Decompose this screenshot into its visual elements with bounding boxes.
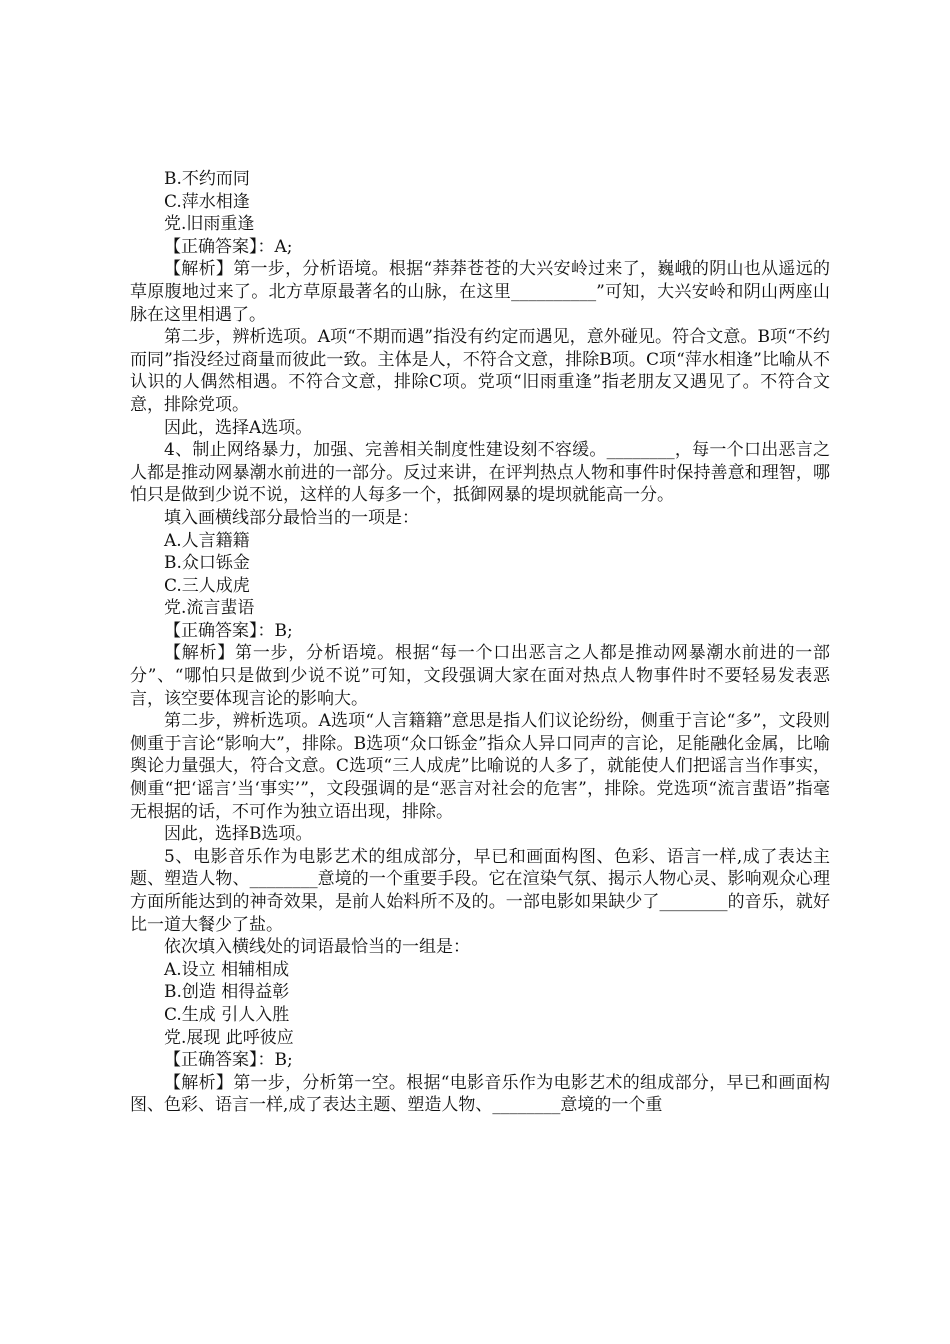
answer-option: B.众口铄金 [164,553,250,574]
answer-option: C.萍水相逢 [164,191,250,212]
paragraph: 第二步，辨析选项。A项“不期而遇”指没有约定而遇见，意外碰见。符合文意。B项“不约而同”指没经过商量而彼此一致。主体是人，不符合文意，排除B项。C项“萍水相逢”比喻从不认识的人偶然相遇。不符合文意，排除C项。党项“旧雨重逢”指老朋友又遇见了。不符合文意，排除党项。 [130,327,830,415]
correct-answer: 【正确答案】：B; [164,1050,293,1071]
paragraph: 5、电影音乐作为电影艺术的组成部分，早已和画面构图、色彩、语言一样,成了表达主题、塑造人物、________意境的一个重要手段。它在渲染气氛、揭示人物心灵、影响观众心理方面所能达到的神奇效果，是前人始料所不及的。一部电影如果缺少了________的音乐，就好比一道大餐少了盐。 [130,846,830,935]
answer-option: A.人言籍籍 [164,530,250,551]
paragraph: 因此，选择A选项。 [164,417,313,438]
paragraph: 因此，选择B选项。 [164,824,313,845]
correct-answer: 【正确答案】：B; [164,620,293,641]
answer-option: B.创造 相得益彰 [164,982,290,1003]
paragraph: 【解析】第一步，分析语境。根据“每一个口出恶言之人都是推动网暴潮水前进的一部分”、“哪怕只是做到少说不说”可知，文段强调大家在面对热点人物事件时不要轻易发表恶言，该空要体现言论的影响大。 [130,643,830,709]
answer-option: B.不约而同 [164,169,250,189]
correct-answer: 【正确答案】：A; [164,236,293,257]
paragraph: 【解析】第一步，分析第一空。根据“电影音乐作为电影艺术的组成部分，早已和画面构图、色彩、语言一样,成了表达主题、塑造人物、________意境的一个重 [130,1072,830,1116]
answer-option: 党.旧雨重逢 [164,214,255,235]
paragraph: 第二步，辨析选项。A选项“人言籍籍”意思是指人们议论纷纷，侧重于言论“多”，文段则侧重于言论“影响大”，排除。B选项“众口铄金”指众人异口同声的言论，足能融化金属，比喻舆论力量强大，符合文意。C选项“三人成虎”比喻说的人多了，就能使人们把谣言当作事实，侧重“把‘谣言’当‘事实’”，文段强调的是“恶言对社会的危害”，排除。党选项“流言蜚语”指毫无根据的话，不可作为独立语出现，排除。 [130,711,830,822]
answer-option: 党.展现 此呼彼应 [164,1027,294,1048]
answer-option: C.三人成虎 [164,575,250,596]
answer-option: A.设立 相辅相成 [164,959,290,980]
paragraph: 4、制止网络暴力，加强、完善相关制度性建设刻不容缓。________，每一个口出恶言之人都是推动网暴潮水前进的一部分。反过来讲，在评判热点人物和事件时保持善意和理智，哪怕只是做到少说不说，这样的人每多一个，抵御网暴的堤坝就能高一分。 [130,440,830,506]
paragraph: 填入画横线部分最恰当的一项是： [164,507,419,528]
paragraph: 依次填入横线处的词语最恰当的一组是： [164,937,470,958]
paragraph: 【解析】第一步，分析语境。根据“莽莽苍苍的大兴安岭过来了，巍峨的阴山也从遥远的草原腹地过来了。北方草原最著名的山脉，在这里__________”可知，大兴安岭和阴山两座山脉在这里相遇了。 [130,259,830,325]
answer-option: C.生成 引人入胜 [164,1004,290,1025]
answer-option: 党.流言蜚语 [164,598,255,619]
document-body [130,168,830,1117]
